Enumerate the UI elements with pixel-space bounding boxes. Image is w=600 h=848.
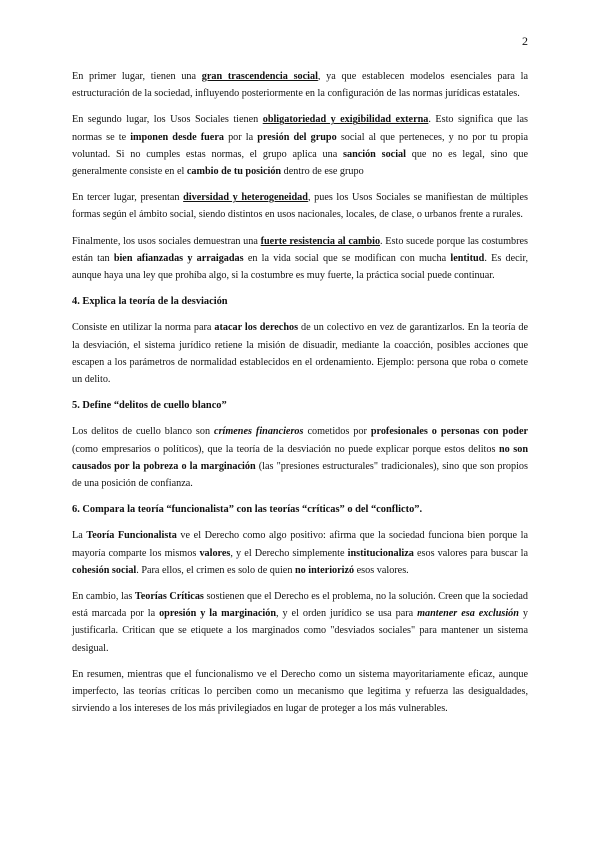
text-run: y justificarla. Critican que se etiquete a los marginados como "desviados sociales" para mantener un sistema desigual. — [72, 608, 528, 654]
text-run: que no es legal, sino que generalmente consiste en el — [72, 148, 529, 178]
emphasized-text: institucionaliza — [347, 547, 414, 559]
heading-comparacion-teorias: 6. Compara la teoría “funcionalista” con las teorías “críticas” o del “conflicto”. — [72, 504, 423, 516]
text-run: (como empresarios o políticos), que la teoría de la desviación no puede explicar porque estos delitos — [72, 443, 499, 455]
emphasized-text: mantener esa exclusión — [417, 608, 519, 620]
text-run: de un colectivo en vez de garantizarlos. En la teoría de la desviación, el sistema jurídico retiene la misión de disuadir, mediante la coacción, posibles acciones que escapen a los parámetros de normalidad establecidos en el ordenamiento. Ejemplo: persona que roba o comete un delito. — [72, 322, 529, 386]
text-run: En tercer lugar, presentan — [72, 192, 184, 204]
emphasized-text: cohesión social — [72, 564, 137, 576]
emphasized-text: crímenes financieros — [214, 426, 304, 438]
paragraph-criticas — [72, 588, 528, 657]
emphasized-text: cambio de tu posición — [186, 166, 282, 178]
text-run: , y el Derecho simplemente — [230, 547, 348, 559]
page-number: 2 — [522, 34, 528, 48]
text-run: en la vida social que se modifican con mucha — [243, 252, 451, 264]
emphasized-text: obligatoriedad y exigibilidad externa — [262, 114, 429, 126]
text-run: , pues los Usos Sociales se manifiestan de múltiples formas según el ámbito social, siendo distintos en usos nacionales, locales, de clase, o urbanos frente a rurales. — [72, 192, 528, 221]
text-run: La — [72, 530, 87, 542]
text-run: (las "presiones estructurales" tradicionales), sino que son propios de una posición de confianza. — [72, 460, 528, 490]
text-run: Los delitos de cuello blanco son — [72, 426, 215, 438]
emphasized-text: opresión y la marginación — [159, 608, 277, 620]
emphasized-text: no son causados por la pobreza o la marginación — [72, 443, 528, 472]
text-run: esos valores. — [354, 564, 409, 576]
text-run: , ya que establecen modelos esenciales para la estructuración de la sociedad, influyendo posteriormente en la configuración de las normas jurídicas estatales. — [72, 71, 528, 100]
text-run: esos valores para buscar la — [413, 547, 528, 559]
emphasized-text: valores — [199, 547, 231, 559]
emphasized-text: no interiorizó — [294, 564, 355, 576]
paragraph-obligatoriedad — [72, 111, 528, 180]
emphasized-text: Teoría Funcionalista — [86, 530, 177, 542]
text-run: Finalmente, los usos sociales demuestran una — [72, 235, 261, 247]
text-run: En segundo lugar, los Usos Sociales tienen — [72, 114, 263, 126]
text-run: En primer lugar, tienen una — [72, 71, 202, 82]
text-run: ve el Derecho como algo positivo: afirma que la sociedad funciona bien porque la mayoría comparte los mismos — [72, 530, 528, 559]
text-run: En cambio, las — [72, 591, 135, 603]
paragraph-diversidad — [72, 189, 528, 223]
emphasized-text: sanción social — [343, 148, 406, 160]
paragraph-funcionalista — [72, 527, 528, 579]
text-run: . Es decir, aunque haya una ley que prohíba algo, si la costumbre es muy fuerte, la práctica social puede continuar. — [72, 252, 528, 282]
emphasized-text: profesionales o personas con poder — [370, 426, 528, 438]
paragraph-desviacion — [72, 319, 528, 388]
text-run: social al que perteneces, y no por tu propia voluntad. Si no cumples estas normas, el grupo aplica una — [72, 131, 529, 160]
paragraph-resumen — [72, 666, 528, 718]
text-run: sostienen que el Derecho es el problema, no la solución. Creen que la sociedad está marcada por la — [72, 591, 528, 620]
text-run: . Para ellos, el crimen es solo de quien — [136, 564, 295, 576]
text-run: En resumen, mientras que el funcionalismo ve el Derecho como un sistema mayoritariamente eficaz, aunque imperfecto, las teorías críticas lo perciben como un mecanismo que legitima y refuerza las desigualdades, sirviendo a los intereses de los más privilegiados en lugar de proteger a los más vulnerables. — [72, 668, 528, 715]
text-run: , y el orden jurídico se usa para — [276, 608, 418, 620]
text-run: por la — [223, 131, 258, 143]
paragraph-trascendencia — [72, 68, 528, 102]
text-run: Consiste en utilizar la norma para — [72, 322, 215, 334]
text-run: cometidos por — [303, 426, 371, 438]
emphasized-text: Teorías Críticas — [134, 591, 204, 603]
text-run: . Esto significa que las normas se te — [72, 114, 529, 143]
heading-cuello-blanco: 5. Define “delitos de cuello blanco” — [72, 400, 227, 412]
text-run: dentro de ese grupo — [281, 166, 364, 178]
emphasized-text: atacar los derechos — [214, 322, 299, 334]
text-run: . Esto sucede porque las costumbres están tan — [72, 235, 529, 264]
emphasized-text: bien afianzadas y arraigadas — [113, 252, 244, 264]
emphasized-text: presión del grupo — [257, 131, 337, 143]
emphasized-text: fuerte resistencia al cambio — [260, 235, 381, 247]
paragraph-cuello-blanco — [72, 423, 528, 492]
emphasized-text: imponen desde fuera — [130, 131, 224, 143]
heading-teoria-desviacion: 4. Explica la teoría de la desviación — [72, 296, 228, 308]
emphasized-text: gran trascendencia social — [201, 71, 318, 82]
emphasized-text: lentitud — [450, 252, 485, 264]
emphasized-text: diversidad y heterogeneidad — [183, 192, 308, 204]
document-body — [72, 68, 528, 727]
paragraph-resistencia — [72, 233, 528, 285]
